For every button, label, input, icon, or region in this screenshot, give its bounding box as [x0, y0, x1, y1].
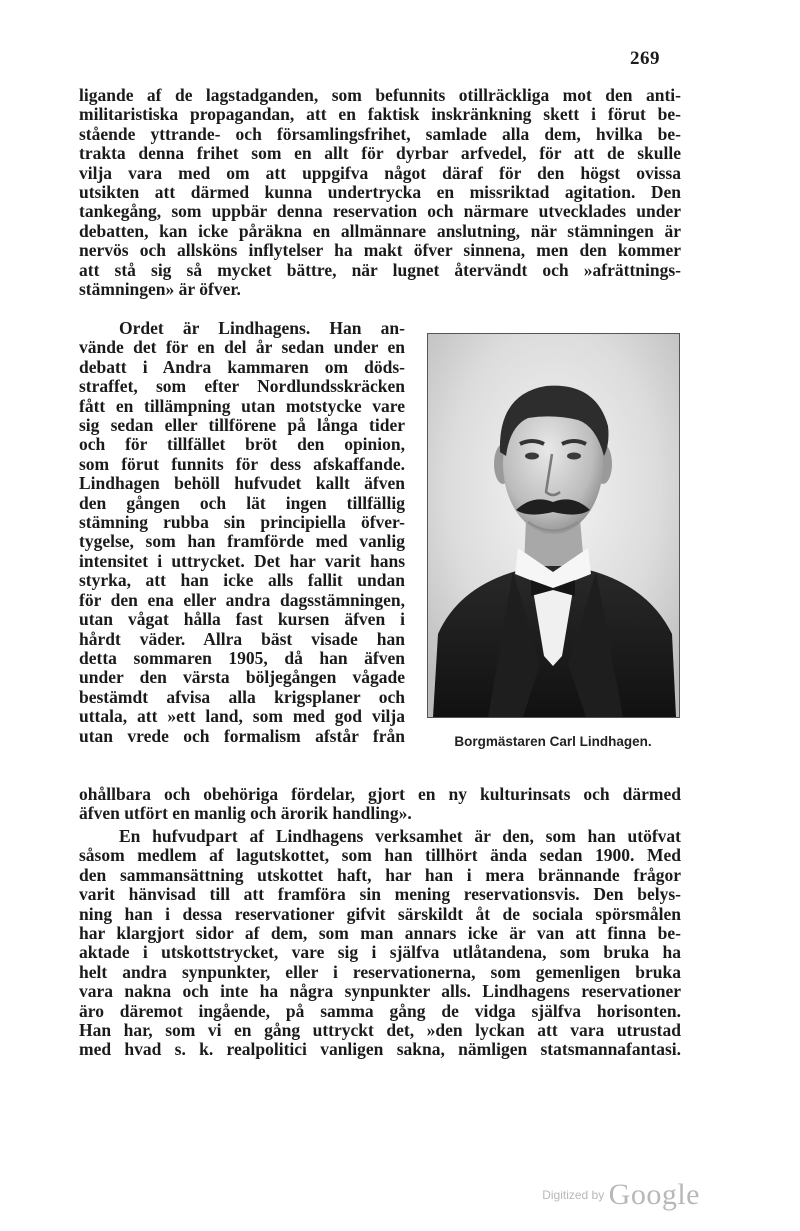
paragraph-3	[79, 827, 681, 1060]
text-line: äfven utfört en manlig och ärorik handling».	[79, 804, 412, 824]
text-line: under den värsta böljegången vågade	[79, 668, 405, 688]
text-line: den sammansättning utskottet haft, har han i mera brännande frågor	[79, 865, 681, 885]
digitized-by-google-watermark	[542, 1178, 700, 1212]
paragraph-1	[79, 86, 681, 299]
text-line: och för tillfället bröt den opinion,	[79, 435, 405, 455]
text-line: militaristiska propagandan, att en faktisk inskränkning skett i förut be-	[79, 105, 681, 125]
text-line: debatten, kan icke påräkna en allmännare anslutning, när stämningen är	[79, 221, 681, 241]
figure-caption: Borgmästaren Carl Lindhagen.	[454, 734, 652, 749]
text-line: vände det för en del år sedan under en	[79, 338, 405, 358]
text-line: äro däremot ingående, på samma gång de vidga själfva horisonten.	[79, 1001, 681, 1021]
text-line: nervös och allsköns inflytelser ha makt öfver sinnena, men den kommer	[79, 241, 681, 261]
text-line: uttala, att »ett land, som med god vilja	[79, 707, 405, 727]
text-line: bestämdt afvisa alla krigsplaner och	[79, 687, 405, 707]
text-line: intensitet i uttrycket. Det har varit hans	[79, 551, 405, 571]
paragraph-2-beside-figure	[79, 319, 405, 746]
watermark-prefix: Digitized by	[542, 1188, 605, 1202]
google-logo-text: Google	[608, 1178, 700, 1211]
text-line: styrka, att han icke alls fallit undan	[79, 571, 405, 591]
text-line: som förut funnits för dess afskaffande.	[79, 454, 405, 474]
text-line: trakta denna frihet som en allt för dyrbar arfvedel, för att de skulle	[79, 144, 681, 164]
text-line: tygelse, som han framförde med vanlig	[79, 532, 405, 552]
text-line: ning han i dessa reservationer gifvit särskildt åt de sociala spörsmålen	[79, 904, 681, 924]
text-line: att stå sig så mycket bättre, när lugnet återvändt och »afrättnings-	[79, 260, 681, 280]
text-line: helt andra synpunkter, eller i reservationerna, som gemenligen bruka	[79, 962, 681, 982]
text-line: för den ena eller andra dagsstämningen,	[79, 590, 405, 610]
text-line: En hufvudpart af Lindhagens verksamhet är den, som han utöfvat	[119, 827, 681, 846]
page-number: 269	[630, 48, 660, 69]
text-line: varit hänvisad till att framföra sin mening reservationsvis. Den belys-	[79, 885, 681, 905]
text-line: utan vågat hålla fast kursen äfven i	[79, 610, 405, 630]
text-line: ligande af de lagstadganden, som befunnits otillräckliga mot den anti-	[79, 86, 681, 105]
text-line: debatt i Andra kammaren om döds-	[79, 357, 405, 377]
text-line: sig sedan eller tillförene på långa tider	[79, 416, 405, 436]
text-line: stämning rubba sin principiella öfver-	[79, 513, 405, 533]
text-line: vilja vara med om att uppgifva något däraf för den högst ovissa	[79, 163, 681, 183]
text-line: Han har, som vi en gång uttryckt det, »den lyckan att vara utrustad	[79, 1021, 681, 1041]
text-line: såsom medlem af lagutskottet, som han tillhört ända sedan 1900. Med	[79, 846, 681, 866]
text-line: aktade i utskottstrycket, vare sig i själfva utlåtandena, som bruka ha	[79, 943, 681, 963]
text-line: den gången och lät ingen tillfällig	[79, 493, 405, 513]
text-line: Ordet är Lindhagens. Han an-	[119, 319, 405, 338]
text-line: detta sommaren 1905, då han äfven	[79, 648, 405, 668]
text-line: utan vrede och formalism afstår från	[79, 726, 405, 746]
text-line: utsikten att därmed kunna undertrycka en missriktad agitation. Den	[79, 183, 681, 203]
portrait-illustration	[428, 334, 679, 717]
text-line: hårdt väder. Allra bäst visade han	[79, 629, 405, 649]
text-line: straffet, som efter Nordlundsskräcken	[79, 377, 405, 397]
text-line: stående yttrande- och församlingsfrihet, samlade alla dem, hvilka be-	[79, 124, 681, 144]
text-line: tankegång, som uppbär denna reservation och närmare utvecklades under	[79, 202, 681, 222]
text-line: vara nakna och inte ha några synpunkter alls. Lindhagens reservationer	[79, 982, 681, 1002]
text-line: fått en tillämpning utan motstycke vare	[79, 396, 405, 416]
text-line: med hvad s. k. realpolitici vanligen sakna, nämligen statsmannafantasi.	[79, 1040, 681, 1060]
text-line: Lindhagen behöll hufvudet kallt äfven	[79, 474, 405, 494]
text-line: stämningen» är öfver.	[79, 280, 241, 300]
text-line: ohållbara och obehöriga fördelar, gjort en ny kulturinsats och därmed	[79, 785, 681, 804]
portrait-photo	[427, 333, 680, 718]
text-line: har klargjort sidor af dem, som man annars icke är van att finna be-	[79, 924, 681, 944]
paragraph-2-continuation	[79, 785, 681, 824]
